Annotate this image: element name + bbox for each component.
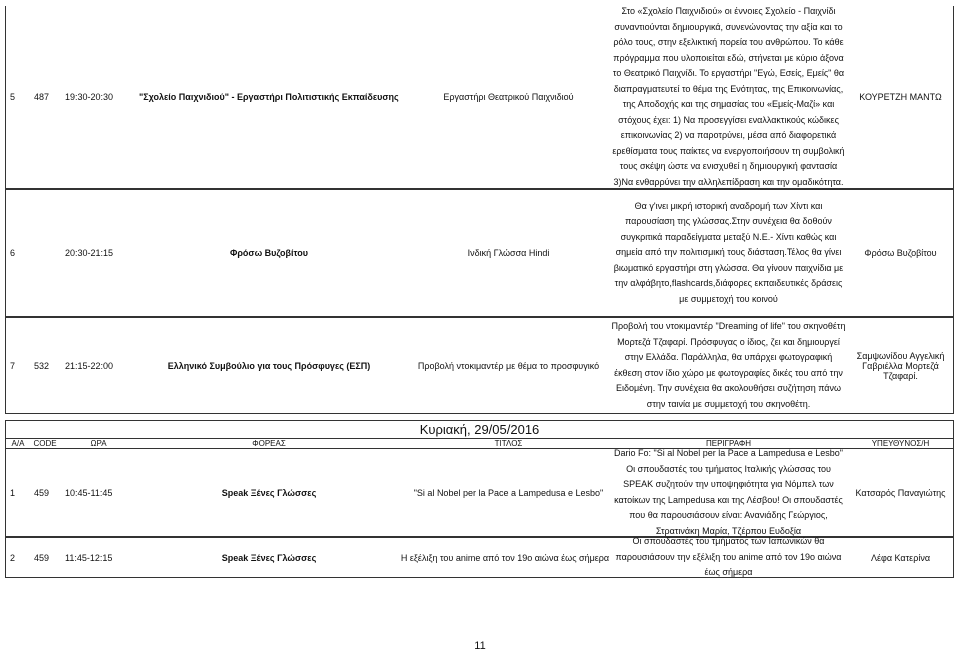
table-row bbox=[5, 537, 954, 578]
header-code: CODE bbox=[33, 439, 57, 448]
cell-code: 532 bbox=[34, 360, 50, 371]
day-heading: Κυριακή, 29/05/2016 bbox=[5, 420, 954, 438]
table-row bbox=[5, 6, 954, 189]
header-aa: Α/Α bbox=[11, 439, 25, 448]
table-row bbox=[5, 317, 954, 414]
cell-responsible: Σαμψωνίδου Αγγελική Γαβριέλλα Μορτεζά Τζαφαρί. bbox=[856, 350, 945, 381]
cell-description: Θα γ'ινει μικρή ιστορική αναδρομή των Χίντι και παρουσίαση της γλώσσας.Στην συνέχεια θα δοθούν συγκριτικά παραδείγματα μεταξύ Ν.Ε.- Χίντι καθώς και σημεία από την πολιτισμική τους διάσταση.Τέλος θα γίνει βιωματικό εργαστήρι στη γλώσσα. Θα γίνουν παιχνίδια με την αλφάβητο,flashcards,διάφορες εκπαιδευτικές δράσεις με συμμετοχή του κοινού bbox=[613, 200, 844, 304]
table-row bbox=[5, 189, 954, 317]
cell-description: Οι σπουδαστές του τμήματος των Ιαπωνικών θα παρουσιάσουν την εξέλιξη του anime από τον 19ο αιώνα έως σήμερα bbox=[615, 536, 842, 578]
cell-org: "Σχολείο Παιχνιδιού" - Εργαστήρι Πολιτιστικής Εκπαίδευσης bbox=[139, 92, 399, 102]
cell-description: Προβολή του ντοκιμαντέρ "Dreaming of life" του σκηνοθέτη Μορτεζά Τζαφαρί. Πρόσφυγας ο ίδιος, ζει και δημιουργεί στην Ελλάδα. Παράλληλα, θα υπάρχει φωτογραφική έκθεση στον ίδιο χώρο με φωτογραφίες δικές του από την Ειδομένη. Την συνέχεια θα ακολουθήσει συζήτηση πάνω στην ταινία με συμμετοχή του σκηνοθέτη. bbox=[611, 321, 846, 409]
cell-title: Η εξέλιξη του anime από τον 19ο αιώνα έως σήμερα bbox=[400, 552, 610, 563]
table-row bbox=[5, 449, 954, 537]
page-number: 11 bbox=[474, 640, 486, 652]
cell-time: 20:30-21:15 bbox=[65, 248, 114, 258]
cell-title: Ινδική Γλώσσα Hindi bbox=[467, 248, 550, 258]
cell-time: 10:45-11:45 bbox=[65, 487, 113, 498]
cell-title: "Si al Nobel per la Pace a Lampedusa e Lesbo" bbox=[413, 487, 604, 498]
header-title: ΤΙΤΛΟΣ bbox=[494, 439, 523, 448]
cell-org: Speak Ξένες Γλώσσες bbox=[221, 487, 317, 498]
cell-org: Speak Ξένες Γλώσσες bbox=[221, 552, 317, 563]
cell-responsible: Φρόσω Βυζοβίτου bbox=[864, 248, 937, 258]
cell-title: Εργαστήρι Θεατρικού Παιχνιδιού bbox=[443, 92, 574, 102]
cell-responsible: Κατσαρός Παναγιώτης bbox=[855, 487, 946, 498]
header-description: ΠΕΡΙΓΡΑΦΗ bbox=[705, 439, 752, 448]
header-responsible: ΥΠΕΥΘΥΝΟΣ/Η bbox=[871, 439, 930, 448]
header-time: ΩΡΑ bbox=[90, 439, 107, 448]
cell-code: 459 bbox=[34, 487, 50, 498]
cell-code bbox=[30, 190, 60, 316]
cell-aa: 2 bbox=[10, 552, 16, 563]
cell-code: 459 bbox=[34, 552, 50, 563]
cell-aa: 1 bbox=[10, 487, 16, 498]
cell-org: Ελληνικό Συμβούλιο για τους Πρόσφυγες (ΕΣΠ) bbox=[167, 360, 371, 371]
cell-aa: 6 bbox=[10, 248, 16, 258]
cell-description: Στο «Σχολείο Παιχνιδιού» οι έννοιες Σχολείο - Παιχνίδι συναντιούνται δημιουργικά, συνενώνοντας την αξία και το ρόλο τους, στην εξελικτική πορεία του ανθρώπου. Το κάθε πρόγραμμα που υλοποιείται εδώ, στήνεται με κύριο άξονα το Θεατρικό Παιχνίδι. Το εργαστήρι "Εγώ, Εσείς, Εμείς" θα διαπραγματευτεί το θέμα της Ενότητας, της Επικοινωνίας, της Αποδοχής και της σημασίας του «Εμείς-Μαζί» και στόχους έχει: 1) Να προσεγγίσει εναλλακτικούς κώδικες επικοινωνίας 2) να παροτρύνει, μέσα από διαφορετικά ερεθίσματα τους παίκτες να ενεργοποιήσουν τη συμβολική τους σκέψη ώστε να ενισχυθεί η δημιουργική φαντασία 3)Να ενθαρρύνει την αλληλεπίδραση και την ομαδικότητα. bbox=[612, 6, 845, 187]
cell-time: 21:15-22:00 bbox=[65, 360, 114, 371]
cell-aa: 7 bbox=[10, 360, 16, 371]
cell-title: Προβολή ντοκιμαντέρ με θέμα το προσφυγικό bbox=[417, 360, 600, 371]
cell-aa: 5 bbox=[10, 92, 16, 102]
cell-time: 11:45-12:15 bbox=[65, 552, 113, 563]
cell-time: 19:30-20:30 bbox=[65, 92, 114, 102]
cell-responsible: ΚΟΥΡΕΤΖΗ ΜΑΝΤΩ bbox=[859, 92, 942, 102]
cell-org: Φρόσω Βυζοβίτου bbox=[229, 248, 309, 258]
cell-responsible: Λέφα Κατερίνα bbox=[870, 552, 931, 563]
header-org: ΦΟΡΕΑΣ bbox=[252, 439, 286, 448]
cell-description: Dario Fo: "Si al Nobel per la Pace a Lampedusa e Lesbo" Οι σπουδαστές του τμήματος Ιταλικής γλώσσας του SPEAK συζητούν την υποψηφιότητα για Νόμπελ των κατοίκων της Lampedusa και της Λέσβου! Οι σπουδαστές που θα παρουσιάσουν είναι: Ανανιάδης Γεώργιος, Στρατινάκη Μαρία, Τζέρπου Ευδοξία bbox=[613, 448, 844, 536]
cell-code: 487 bbox=[34, 92, 50, 102]
